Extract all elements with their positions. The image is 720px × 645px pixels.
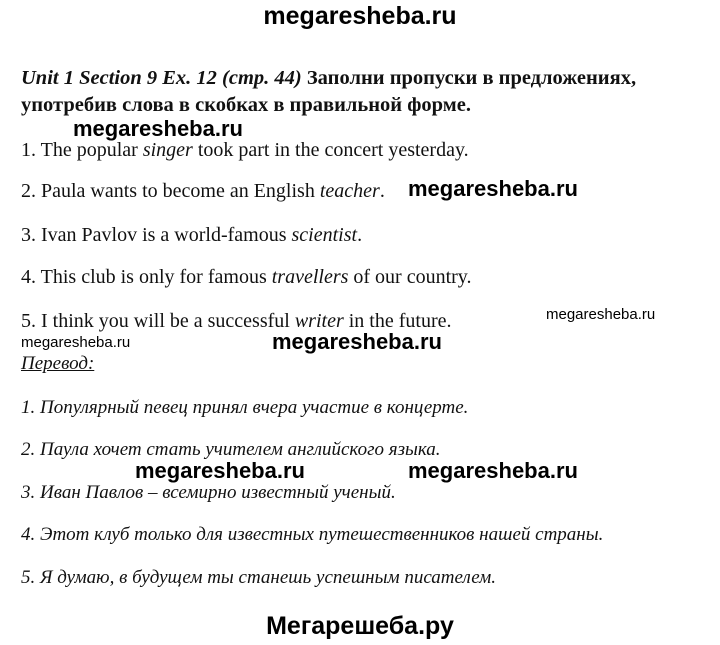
task-instruction-line1: Заполни пропуски в предложениях, — [301, 67, 637, 89]
translation-line-2: 2. Паула хочет стать учителем английского языка. — [21, 439, 441, 460]
watermark-inline: megaresheba.ru — [73, 116, 243, 141]
watermark-inline: megaresheba.ru — [272, 329, 442, 354]
translation-line-1: 1. Популярный певец принял вчера участие в концерте. — [21, 397, 469, 418]
sentence-5: 5. I think you will be a successful writer in the future. — [21, 310, 452, 332]
answer-word: travellers — [271, 266, 349, 288]
answer-word: teacher — [319, 180, 380, 202]
watermark-inline: megaresheba.ru — [546, 306, 656, 323]
answer-word: singer — [142, 139, 193, 161]
site-watermark-header: megaresheba.ru — [263, 2, 457, 30]
translation-line-3: 3. Иван Павлов – всемирно известный ученый. — [21, 482, 396, 503]
sentence-2: 2. Paula wants to become an English teacher. — [21, 180, 385, 202]
sentence-4: 4. This club is only for famous travellers of our country. — [21, 266, 472, 288]
sentence-1: 1. The popular singer took part in the concert yesterday. — [21, 139, 469, 161]
watermark-inline: megaresheba.ru — [408, 176, 578, 201]
exercise-reference: Unit 1 Section 9 Ex. 12 (стр. 44) — [21, 67, 302, 89]
translation-heading: Перевод: — [21, 353, 95, 374]
task-heading — [21, 65, 636, 119]
watermark-inline: megaresheba.ru — [135, 458, 305, 483]
site-watermark-footer: Мегарешеба.ру — [266, 612, 454, 640]
watermark-inline: megaresheba.ru — [21, 334, 131, 351]
watermark-inline: megaresheba.ru — [408, 458, 578, 483]
sentence-3: 3. Ivan Pavlov is a world-famous scientist. — [21, 224, 363, 246]
translation-line-4: 4. Этот клуб только для известных путешественников нашей страны. — [21, 524, 604, 545]
task-instruction-line2: употребив слова в скобках в правильной форме. — [21, 94, 471, 116]
answer-word: scientist — [291, 224, 358, 246]
answer-word: writer — [294, 310, 344, 332]
translation-line-5: 5. Я думаю, в будущем ты станешь успешным писателем. — [21, 567, 497, 588]
